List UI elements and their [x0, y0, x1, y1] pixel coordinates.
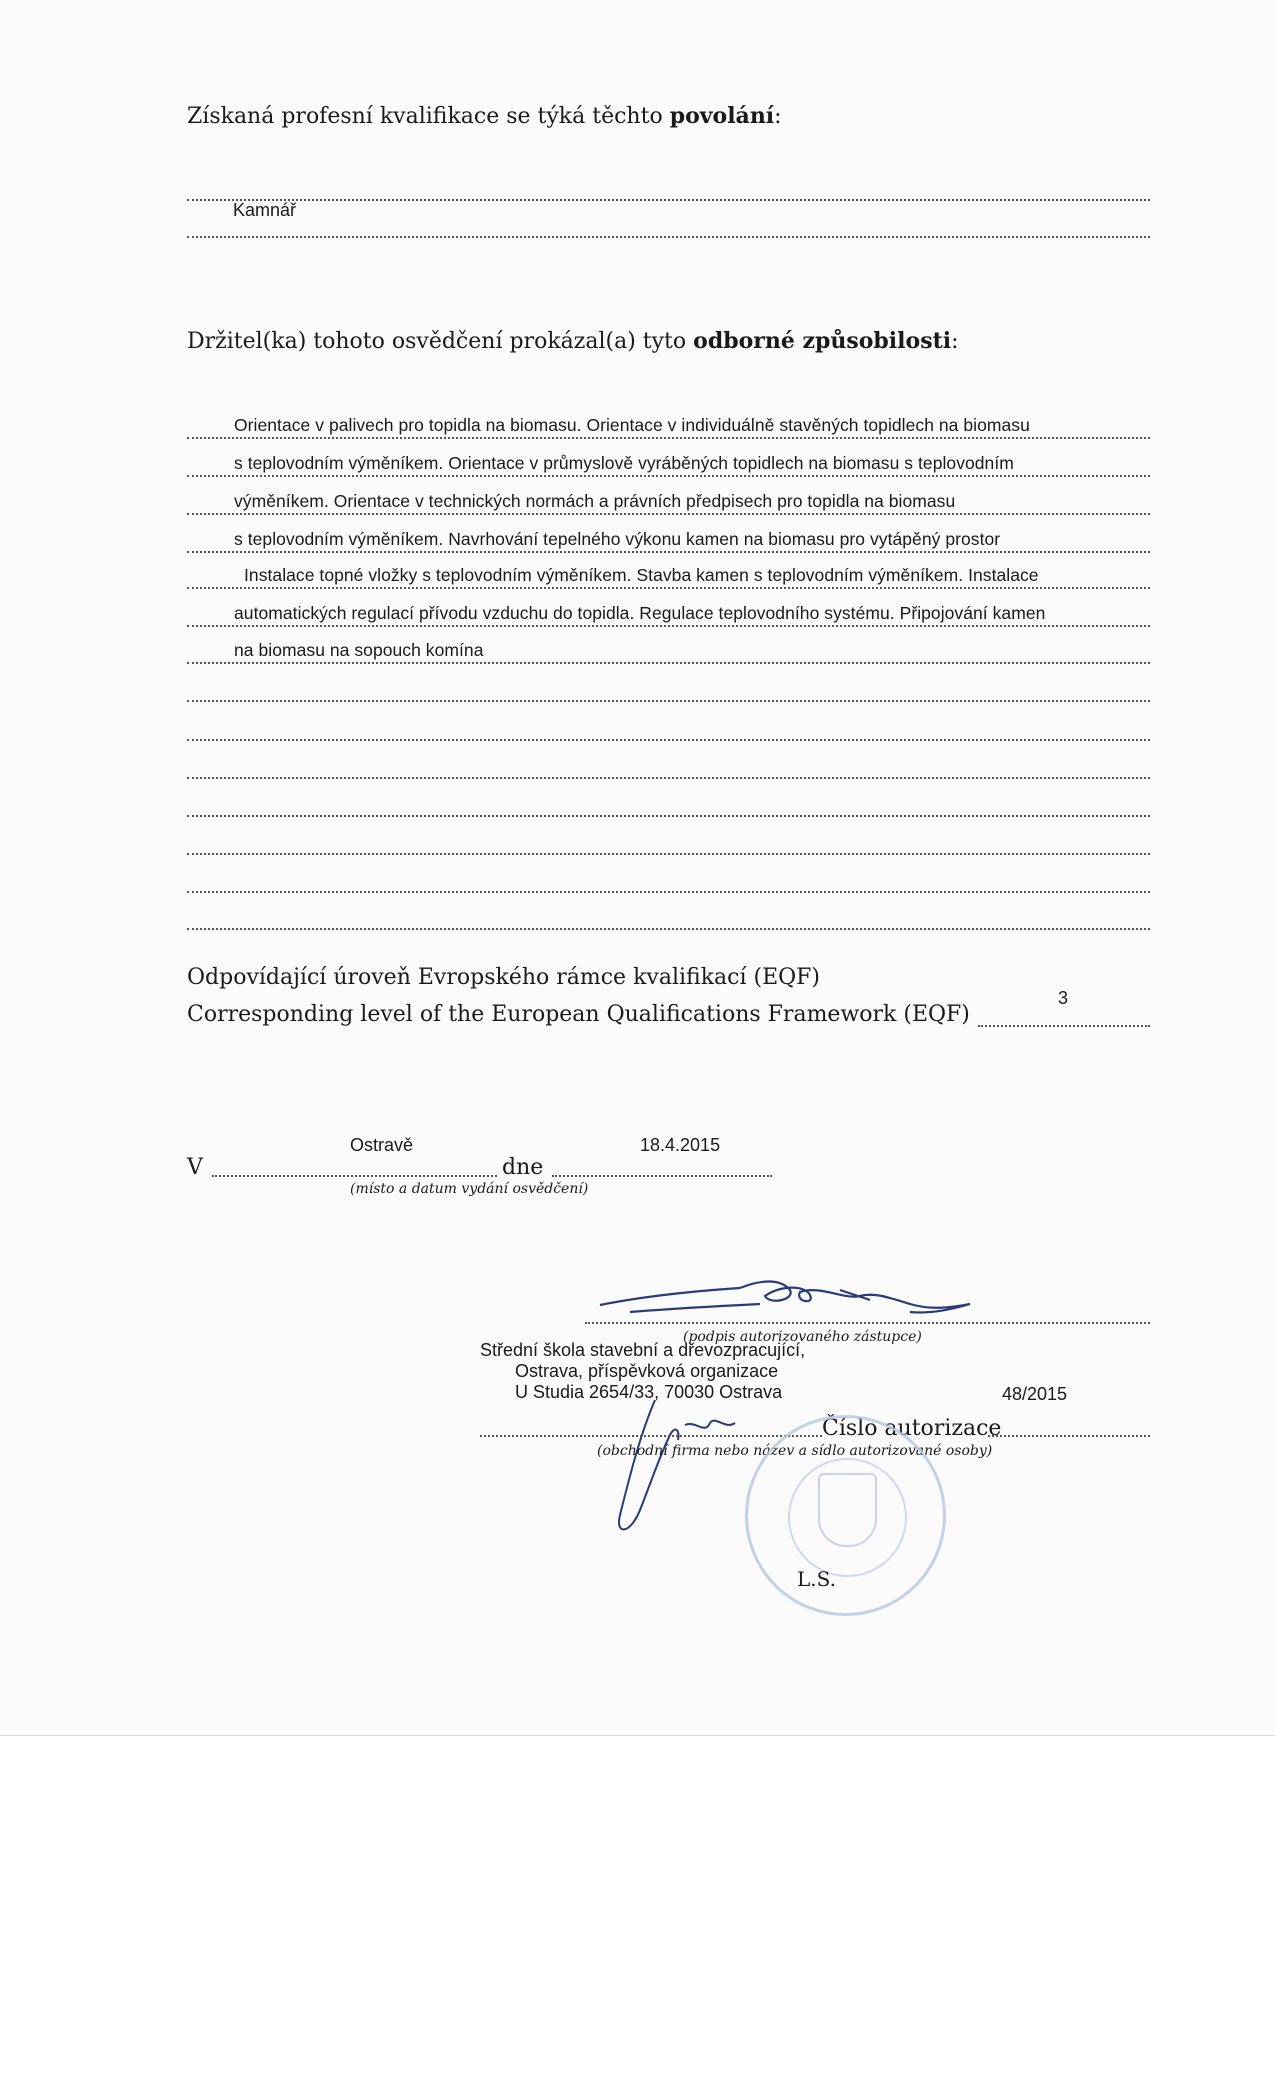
skill-line: Instalace topné vložky s teplovodním výměníkem. Stavba kamen s teplovodním výměníkem. Instalace: [244, 565, 1039, 585]
skill-line: výměníkem. Orientace v technických normách a právních předpisech pro topidla na biomasu: [234, 491, 956, 511]
place-value: Ostravě: [350, 1135, 414, 1155]
dotted-line: [187, 513, 1150, 515]
v-label: V: [187, 1155, 203, 1180]
skill-line: na biomasu na sopouch komína: [234, 640, 484, 660]
skill-line: s teplovodním výměníkem. Orientace v průmyslově vyráběných topidlech na biomasu s teplovodním: [234, 453, 1014, 473]
organization-line-2: Ostrava, příspěvková organizace: [515, 1361, 779, 1381]
place-date-caption: (místo a datum vydání osvědčení): [350, 1181, 589, 1197]
skill-line: automatických regulací přívodu vzduchu do topidla. Regulace teplovodního systému. Připojování kamen: [234, 603, 1046, 623]
skills-heading: Držitel(ka) tohoto osvědčení prokázal(a) tyto odborné způsobilosti:: [187, 328, 959, 354]
skill-line: s teplovodním výměníkem. Navrhování tepelného výkonu kamen na biomasu pro vytápěný prostor: [234, 529, 1001, 549]
dotted-line: [187, 587, 1150, 589]
dotted-line: [187, 853, 1150, 855]
ls-label: L.S.: [797, 1567, 836, 1591]
dotted-line: [187, 815, 1150, 817]
eqf-level: 3: [1058, 988, 1069, 1008]
dne-label: dne: [502, 1155, 544, 1180]
skill-line: Orientace v palivech pro topidla na biomasu. Orientace v individuálně stavěných topidlech na biomasu: [234, 415, 1030, 435]
coat-of-arms-icon: [818, 1473, 877, 1547]
professions-heading: Získaná profesní kvalifikace se týká těchto povolání:: [187, 103, 782, 129]
dotted-line: [988, 1435, 1150, 1437]
dotted-line: [187, 739, 1150, 741]
authorization-number: 48/2015: [1002, 1384, 1068, 1404]
dotted-line: [187, 625, 1150, 627]
signature-scribble: [590, 1260, 1030, 1340]
dotted-line: [585, 1322, 1150, 1324]
dotted-line: [187, 928, 1150, 930]
dotted-line: [187, 551, 1150, 553]
dotted-line: [187, 475, 1150, 477]
dotted-line: [187, 700, 1150, 702]
organization-caption: (obchodní firma nebo název a sídlo autorizované osoby): [597, 1443, 993, 1459]
organization-line-3: U Studia 2654/33, 70030 Ostrava: [515, 1382, 783, 1402]
signature-caption: (podpis autorizovaného zástupce): [683, 1329, 922, 1345]
dotted-line: [187, 437, 1150, 439]
dotted-line: [480, 1435, 822, 1437]
date-value: 18.4.2015: [640, 1135, 721, 1155]
eqf-label-en: Corresponding level of the European Qualifications Framework (EQF): [187, 1002, 970, 1027]
authorization-label: Číslo autorizace: [822, 1416, 1002, 1441]
profession-value: Kamnář: [233, 200, 297, 220]
dotted-line: [187, 662, 1150, 664]
director-signature: [600, 1395, 760, 1545]
eqf-label-cs: Odpovídající úroveň Evropského rámce kvalifikací (EQF): [187, 965, 821, 990]
round-stamp: [745, 1415, 946, 1616]
dotted-line: [187, 199, 1150, 201]
dotted-line: [187, 777, 1150, 779]
organization-line-1: Střední škola stavební a dřevozpracující,: [480, 1340, 806, 1360]
dotted-line: [978, 1025, 1150, 1027]
dotted-line: [187, 891, 1150, 893]
dotted-line: [212, 1175, 497, 1177]
dotted-line: [552, 1175, 772, 1177]
dotted-line: [187, 236, 1150, 238]
